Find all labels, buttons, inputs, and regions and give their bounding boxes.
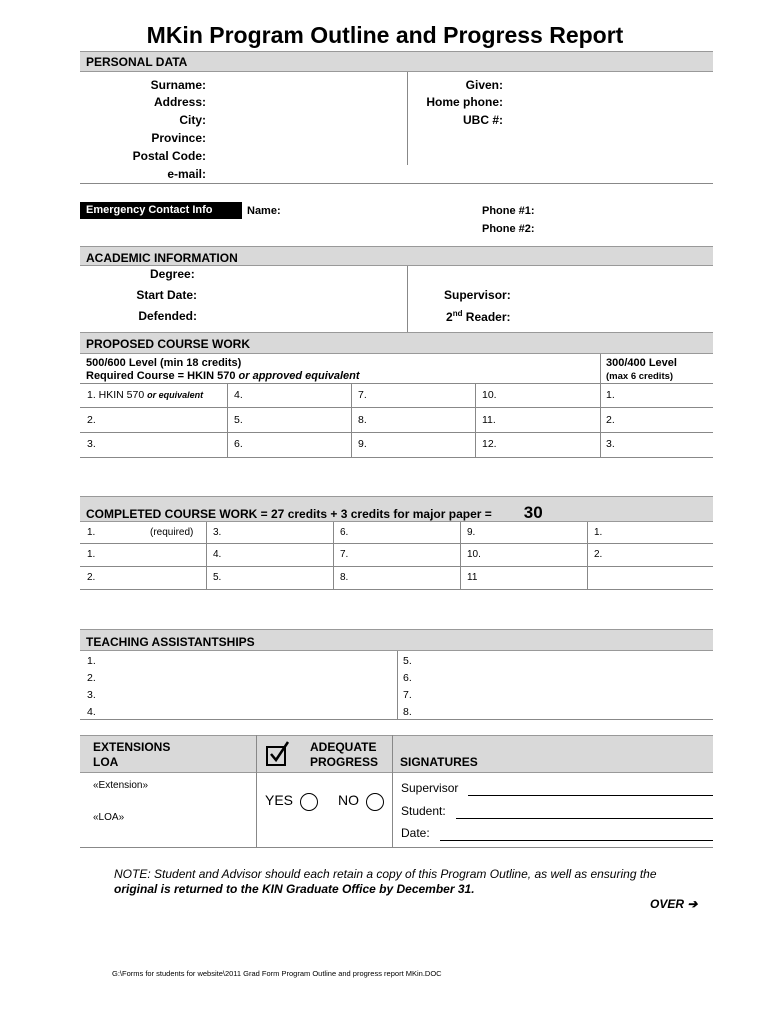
divider <box>206 522 207 589</box>
divider <box>80 432 713 433</box>
no-radio[interactable] <box>366 793 384 811</box>
extension-field: «Extension» <box>93 780 149 791</box>
personal-data-header: PERSONAL DATA <box>80 51 713 72</box>
academic-info-header: ACADEMIC INFORMATION <box>80 246 713 266</box>
ubc-number-label: UBC #: <box>462 113 503 127</box>
progress-label: PROGRESS <box>310 755 379 769</box>
start-date-label: Start Date: <box>136 288 197 302</box>
max-credits-label: (max 6 credits) <box>606 371 674 382</box>
student-signature-label: Student: <box>401 804 446 818</box>
proposed-upper-3: 3. <box>606 438 615 450</box>
completed-course-header: COMPLETED COURSE WORK = 27 credits + 3 credits for major paper = 30 <box>80 496 713 522</box>
divider <box>80 183 713 184</box>
ta-item-3: 3. <box>87 689 96 701</box>
proposed-course-12: 12. <box>482 438 497 450</box>
proposed-course-9: 9. <box>358 438 367 450</box>
loa-field: «LOA» <box>93 812 125 823</box>
note-line-1: NOTE: Student and Advisor should each retain a copy of this Program Outline, as well as ensuring the <box>114 867 657 881</box>
proposed-course-6: 6. <box>234 438 243 450</box>
teaching-assistantships-header: TEACHING ASSISTANTSHIPS <box>80 629 713 651</box>
ta-item-6: 6. <box>403 672 412 684</box>
proposed-course-4: 4. <box>234 389 243 401</box>
completed-course-8: 8. <box>340 572 349 583</box>
required-note: (required) <box>150 527 194 538</box>
completed-course-3: 3. <box>213 527 222 538</box>
no-label: NO <box>338 792 359 808</box>
divider <box>475 383 476 457</box>
divider <box>227 383 228 457</box>
proposed-course-11: 11. <box>482 414 496 426</box>
degree-label: Degree: <box>150 267 195 281</box>
proposed-course-1: 1. HKIN 570 or equivalent <box>87 389 204 401</box>
completed-total: 30 <box>523 503 543 522</box>
completed-course-r2-1: 1. <box>87 549 96 560</box>
note-line-2: original is returned to the KIN Graduate Office by December 31. <box>114 882 475 896</box>
bottom-section-header <box>80 735 713 773</box>
address-label: Address: <box>153 95 206 109</box>
proposed-upper-1: 1. <box>606 389 615 401</box>
extensions-label: EXTENSIONS <box>93 740 171 754</box>
divider <box>80 589 713 590</box>
divider <box>80 543 713 544</box>
supervisor-label: Supervisor: <box>444 288 511 302</box>
divider <box>80 719 713 720</box>
proposed-course-2: 2. <box>87 414 96 426</box>
surname-label: Surname: <box>150 78 206 92</box>
completed-course-1: 1. <box>87 527 96 538</box>
email-label: e-mail: <box>167 167 206 181</box>
city-label: City: <box>179 113 206 127</box>
date-signature-line[interactable] <box>440 840 713 841</box>
required-course-label: Required Course = HKIN 570 or approved equivalent <box>86 370 360 382</box>
completed-course-11: 11 <box>467 572 478 583</box>
divider <box>587 522 588 589</box>
proposed-course-10: 10. <box>482 389 497 401</box>
proposed-course-7: 7. <box>358 389 367 401</box>
ta-item-8: 8. <box>403 706 412 718</box>
divider <box>392 735 393 847</box>
divider <box>600 354 601 458</box>
emergency-phone2-label: Phone #2: <box>482 223 535 235</box>
completed-course-4: 4. <box>213 549 222 560</box>
ta-item-4: 4. <box>87 706 96 718</box>
level-300-label: 300/400 Level <box>606 357 677 369</box>
divider <box>80 457 713 458</box>
divider <box>333 522 334 589</box>
proposed-course-3: 3. <box>87 438 96 450</box>
ta-item-1: 1. <box>87 655 96 667</box>
completed-course-6: 6. <box>340 527 349 538</box>
supervisor-signature-label: Supervisor <box>401 781 459 795</box>
postal-code-label: Postal Code: <box>132 149 206 163</box>
completed-upper-2: 2. <box>594 549 603 560</box>
yes-label: YES <box>265 792 294 808</box>
divider <box>397 651 398 719</box>
completed-course-5: 5. <box>213 572 222 583</box>
proposed-course-header: PROPOSED COURSE WORK <box>80 332 713 354</box>
divider <box>256 735 257 847</box>
province-label: Province: <box>151 131 206 145</box>
check-icon <box>266 740 292 766</box>
ta-item-7: 7. <box>403 689 412 701</box>
page-title: MKin Program Outline and Progress Report <box>146 22 624 48</box>
given-label: Given: <box>465 78 503 92</box>
emergency-name-label: Name: <box>247 205 281 217</box>
divider <box>80 847 713 848</box>
loa-label: LOA <box>93 755 119 769</box>
second-reader-label: 2nd Reader: <box>446 309 511 324</box>
proposed-course-5: 5. <box>234 414 243 426</box>
emergency-contact-badge: Emergency Contact Info <box>80 202 242 219</box>
defended-label: Defended: <box>138 309 197 323</box>
ta-item-5: 5. <box>403 655 412 667</box>
proposed-course-8: 8. <box>358 414 367 426</box>
date-signature-label: Date: <box>401 826 430 840</box>
ta-item-2: 2. <box>87 672 96 684</box>
level-500-label: 500/600 Level (min 18 credits) <box>86 357 242 369</box>
divider <box>351 383 352 457</box>
completed-course-9: 9. <box>467 527 476 538</box>
adequate-label: ADEQUATE <box>310 740 377 754</box>
completed-course-10: 10. <box>467 549 481 560</box>
signatures-label: SIGNATURES <box>400 755 478 769</box>
yes-radio[interactable] <box>300 793 318 811</box>
emergency-phone1-label: Phone #1: <box>482 205 535 217</box>
completed-course-7: 7. <box>340 549 349 560</box>
footer-file-path: G:\Forms for students for website\2011 Grad Form Program Outline and progress report MKin.DOC <box>112 969 442 978</box>
proposed-upper-2: 2. <box>606 414 615 426</box>
divider <box>407 266 408 332</box>
student-signature-line[interactable] <box>456 818 713 819</box>
supervisor-signature-line[interactable] <box>468 795 713 796</box>
divider <box>80 566 713 567</box>
divider <box>80 407 713 408</box>
home-phone-label: Home phone: <box>426 95 503 109</box>
divider <box>460 522 461 589</box>
divider <box>80 383 713 384</box>
over-label: OVER ➔ <box>650 897 698 911</box>
completed-course-2: 2. <box>87 572 96 583</box>
completed-upper-1: 1. <box>594 527 603 538</box>
